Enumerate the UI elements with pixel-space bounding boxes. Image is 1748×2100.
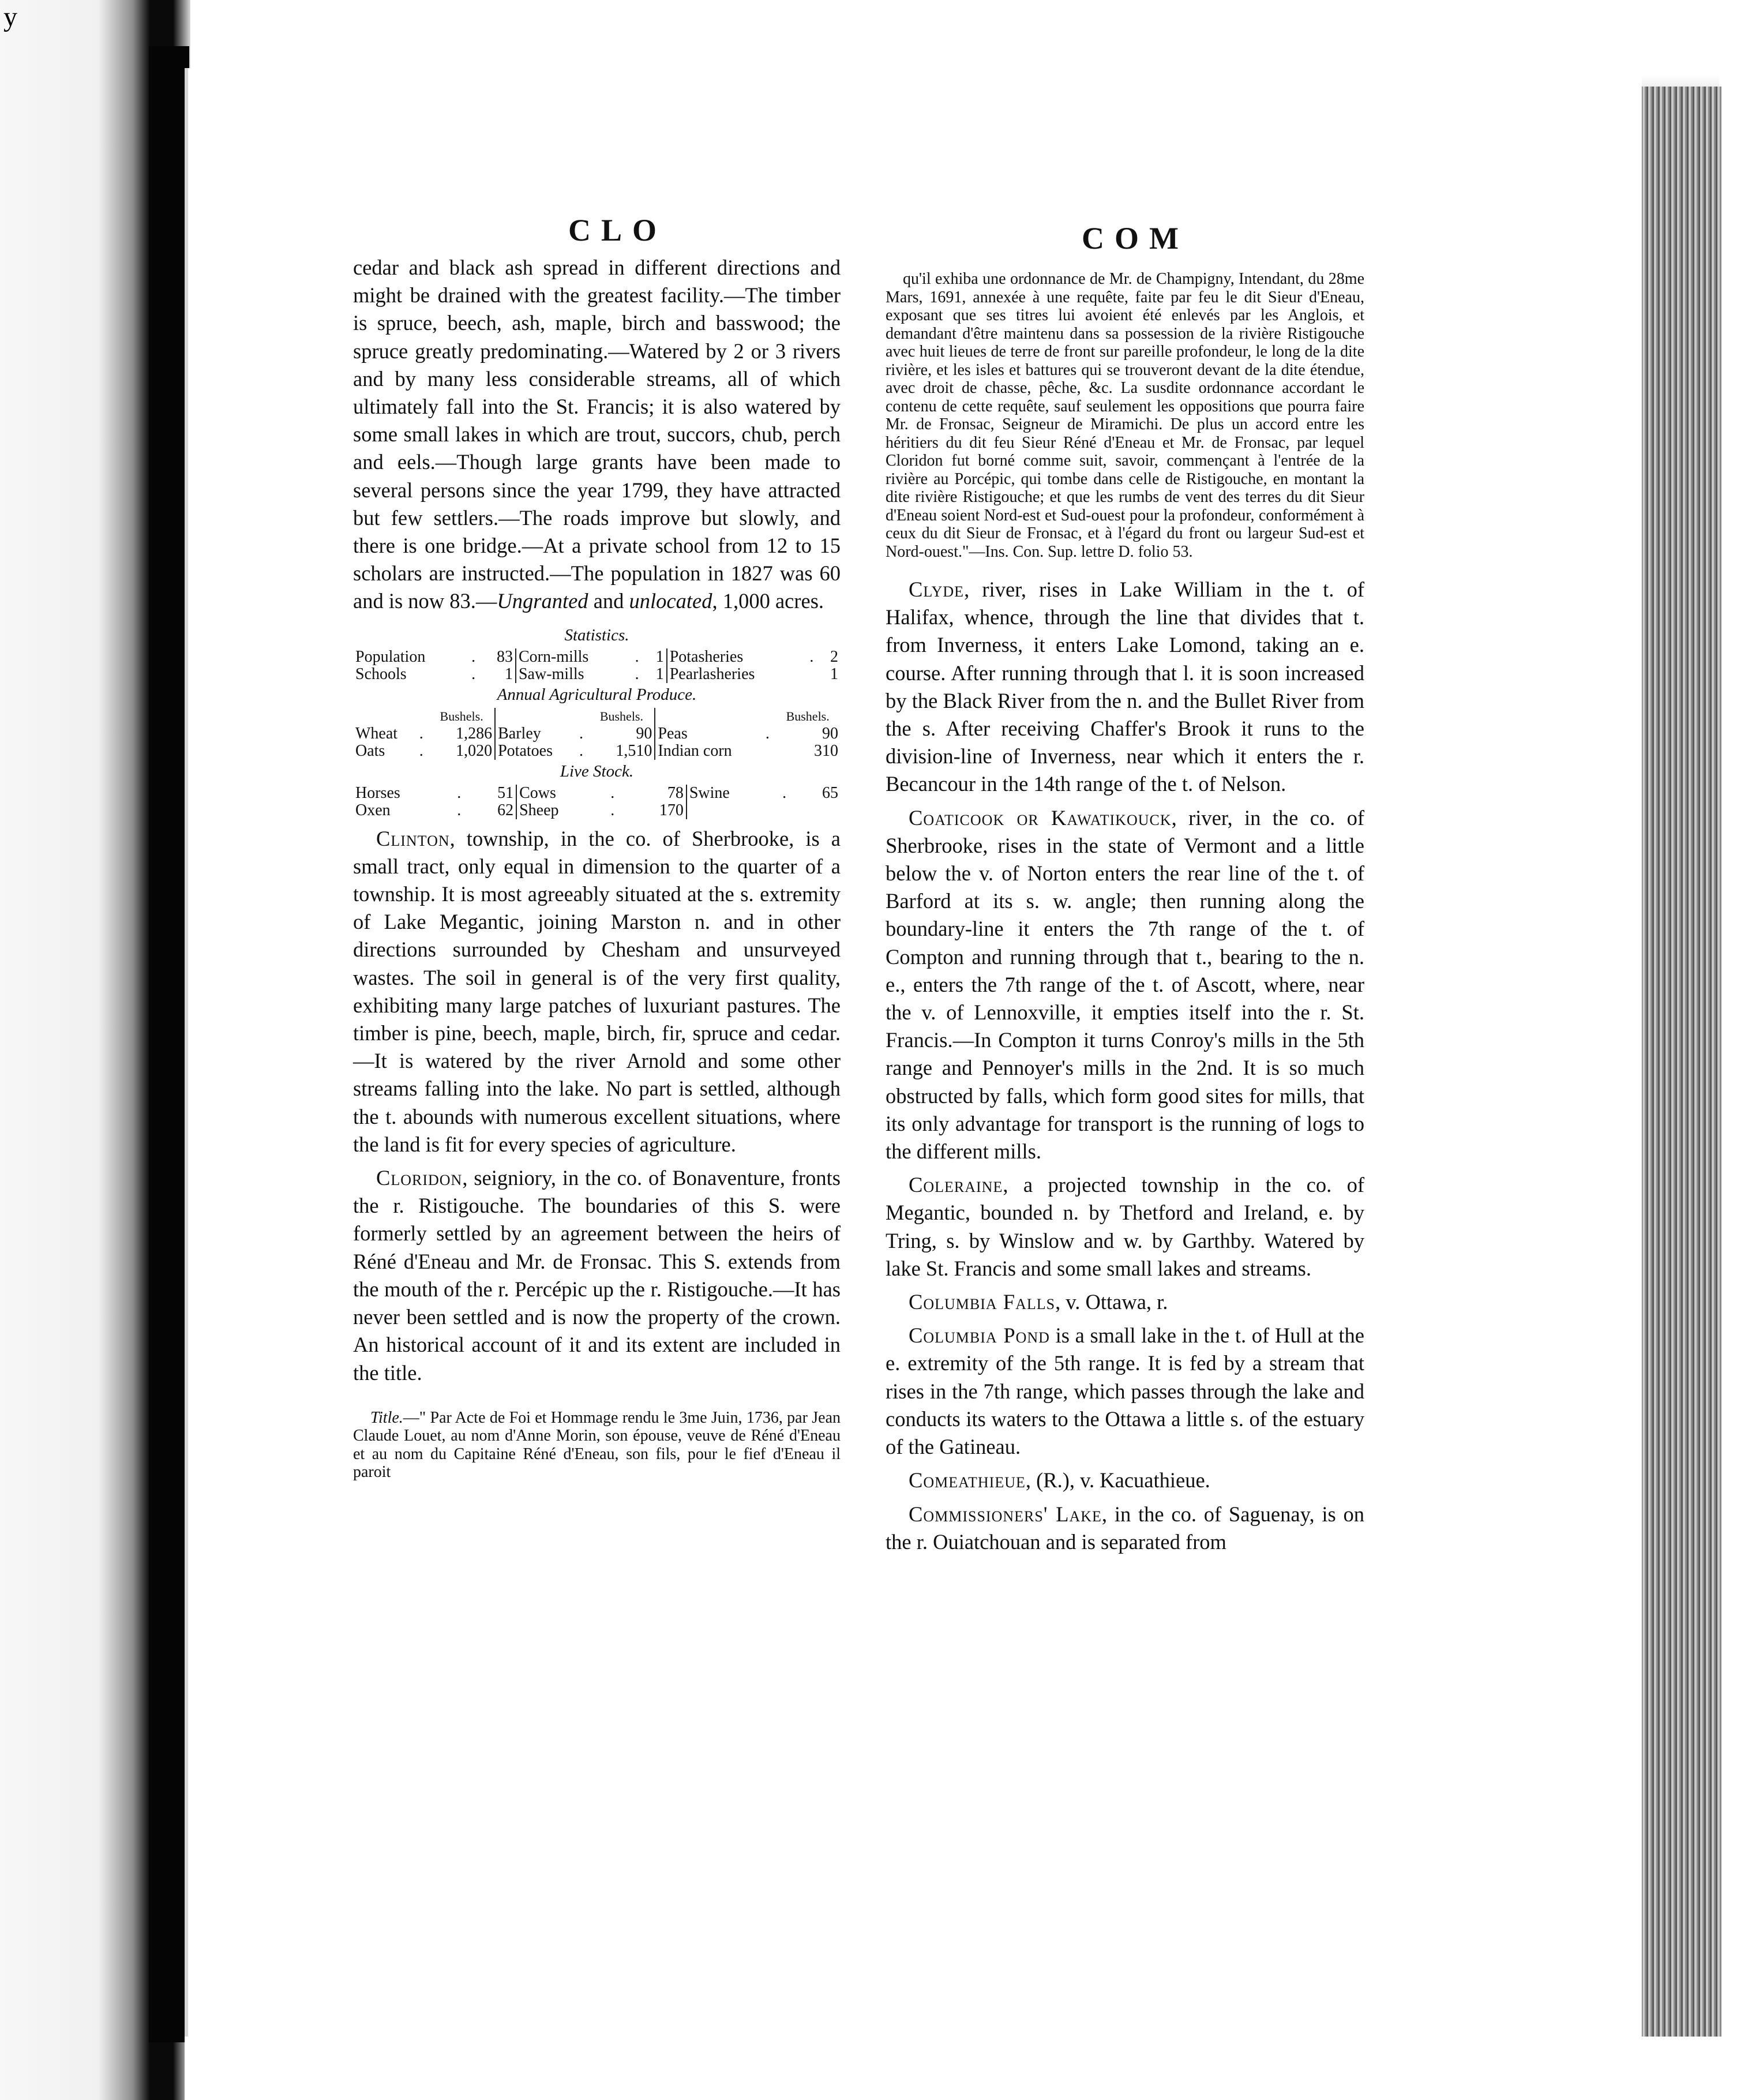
left-column xyxy=(353,254,841,1482)
entry-headword: Commissioners' Lake xyxy=(909,1502,1102,1526)
entry-text: , river, in the co. of Sherbrooke, rises in the state of Vermont and a little below the v. of Norton enters the rear line of the t. of Barford at its s. w. angle; then running along the boundary-line it enters the 7th range of the t. of Compton and running through that t., bearing to the n. e., enters the 7th range of the t. of Ascott, where, near the v. of Lennoxville, it empties itself into the r. St. Francis.—In Compton it turns Conroy's mills in the 5th range and Pennoyer's mills in the 2nd. It is so much obstructed by falls, which form good sites for mills, that its only advantage for transport is the running of logs to the different mills. xyxy=(886,805,1364,1164)
table-cell: 65 xyxy=(822,783,838,802)
table-cell: . xyxy=(457,783,462,802)
entry-clyde xyxy=(886,576,1364,798)
table-cell: Potatoes xyxy=(498,741,553,760)
table-cell: Potasheries xyxy=(669,647,744,666)
table-cell: . xyxy=(457,801,462,819)
entry-text: , river, rises in Lake William in the t. of Halifax, whence, through the line that divides that t. from Inverness, it enters Lake Lomond, taking an e. course. After running through that l. it is soon increased by the Black River from the n. and the Bullet River from the s. After receiving Chaffer's Brook it runs to the division-line of Inverness, near which it enters the r. Becancour in the 14th range of the t. of Nelson. xyxy=(886,578,1364,796)
para-cont-italic-unlocated: unlocated xyxy=(629,589,712,613)
table-cell: . xyxy=(610,783,615,802)
table-row xyxy=(353,785,841,802)
table-cell: 1,020 xyxy=(429,742,495,760)
para-cont-text: cedar and black ash spread in different directions and might be drained with the greatest facility.—The timber is spruce, beech, ash, maple, birch and basswood; the spruce greatly predominating.—Watered by 2 or 3 rivers and by many less considerable streams, all of which ultimately fall into the St. Francis; it is also watered by some small lakes in which are trout, succors, chub, perch and eels.—Though large grants have been made to several persons since the year 1799, they have attracted but few settlers.—The roads improve but slowly, and there is one bridge.—At a private school from 12 to 15 scholars are instructed.—The population in 1827 was 60 and is now 83.— xyxy=(353,256,841,613)
entry-cloridon xyxy=(353,1164,841,1387)
produce-table xyxy=(353,708,841,760)
statistics-block xyxy=(353,626,841,819)
table-cell: Horses xyxy=(355,783,400,802)
table-cell: 1,286 xyxy=(429,725,495,742)
footnote-text: —" Par Acte de Foi et Hommage rendu le 3me Juin, 1736, par Jean Claude Louet, au nom d'Anne Morin, son épouse, veuve de Réné d'Eneau et au nom du Capitaine Réné d'Eneau, son fils, pour le fief d'Eneau il paroit xyxy=(353,1408,841,1482)
table-cell: . xyxy=(610,801,615,819)
entry-text: , township, in the co. of Sherbrooke, is a small tract, only equal in dimension to the quarter of a township. It is most agreeably situated at the s. extremity of Lake Megantic, joining Marston n. and in other directions surrounded by Chesham and unsurveyed wastes. The soil in general is of the very first quality, exhibiting many large patches of luxuriant pastures. The timber is pine, beech, maple, birch, fir, spruce and cedar.—It is watered by the river Arnold and some other streams falling into the lake. No part is settled, although the t. abounds with numerous excellent situations, where the land is fit for every species of agriculture. xyxy=(353,826,841,1156)
table-cell: 170 xyxy=(626,802,687,819)
entry-coleraine xyxy=(886,1171,1364,1282)
table-cell: 90 xyxy=(588,725,655,742)
entry-text: , (R.), v. Kacuathieue. xyxy=(1025,1468,1210,1492)
table-cell xyxy=(798,802,841,819)
table-row xyxy=(353,725,841,742)
unit-label: Bushels. xyxy=(786,708,830,723)
footnote-title xyxy=(353,1409,841,1482)
entry-headword: Cloridon xyxy=(376,1166,463,1190)
table-row xyxy=(353,742,841,760)
entry-columbia-falls xyxy=(886,1288,1364,1316)
table-cell: 83 xyxy=(482,648,516,666)
table-cell: 78 xyxy=(626,785,687,802)
unit-label: Bushels. xyxy=(588,708,655,725)
entry-commissioners-lake xyxy=(886,1501,1364,1556)
table-cell: Saw-mills xyxy=(518,665,584,683)
table-cell: . xyxy=(419,724,423,742)
table-cell xyxy=(807,666,820,683)
entry-headword: Coaticook or Kawatikouck xyxy=(909,805,1172,830)
entry-text: , v. Ottawa, r. xyxy=(1055,1290,1168,1314)
entry-columbia-pond xyxy=(886,1322,1364,1461)
table-cell: Peas xyxy=(658,724,688,742)
entry-clinton xyxy=(353,825,841,1158)
footnote-label: Title. xyxy=(370,1408,403,1427)
entry-headword: Comeathieue xyxy=(909,1468,1026,1492)
para-cont-italic-ungranted: Ungranted xyxy=(497,589,588,613)
table-cell: Wheat xyxy=(355,724,398,742)
livestock-heading: Live Stock. xyxy=(560,762,634,781)
scan-bottom-margin xyxy=(185,2037,1719,2100)
running-head-left: CLO xyxy=(568,213,667,247)
table-cell: 2 xyxy=(830,647,838,666)
table-row xyxy=(353,708,841,725)
table-cell: 1 xyxy=(646,648,667,666)
table-cell: 62 xyxy=(472,802,516,819)
table-cell: . xyxy=(471,647,476,666)
table-cell: . xyxy=(579,741,583,760)
entry-text: , a projected township in the co. of Megantic, bounded n. by Thetford and Ireland, e. by Tring, s. by Winslow and w. by Garthby. Watered by lake St. Francis and some small lakes and streams. xyxy=(886,1173,1364,1280)
para-cont-and: and xyxy=(588,589,629,613)
entry-coaticook xyxy=(886,804,1364,1166)
table-cell: . xyxy=(809,647,814,666)
entry-headword: Coleraine xyxy=(909,1173,1003,1197)
table-cell: Pearlasheries xyxy=(669,665,755,683)
para-cont-end: , 1,000 acres. xyxy=(712,589,824,613)
produce-heading: Annual Agricultural Produce. xyxy=(497,685,697,704)
entry-text: is a small lake in the t. of Hull at the e. extremity of the 5th range. It is fed by a stream that rises in the 7th range, which passes through the lake and conducts its waters to the Ottawa a little s. of the estuary of the Gatineau. xyxy=(886,1323,1364,1459)
statistics-table xyxy=(353,648,841,683)
table-cell: . xyxy=(765,724,770,742)
table-cell: . xyxy=(635,647,639,666)
right-column xyxy=(886,270,1364,1556)
table-cell: Barley xyxy=(498,724,541,742)
table-cell xyxy=(763,742,775,760)
table-cell: 310 xyxy=(814,741,838,760)
table-cell: Oats xyxy=(355,741,385,760)
table-cell: 51 xyxy=(472,785,516,802)
paragraph-continuation xyxy=(353,254,841,616)
table-cell: 1 xyxy=(830,665,838,683)
table-cell: Corn-mills xyxy=(518,647,589,666)
livestock-table xyxy=(353,785,841,819)
book-gutter-shadow xyxy=(149,46,189,2042)
table-cell: . xyxy=(419,741,423,760)
running-head-right: COM xyxy=(1082,221,1189,256)
table-cell: Swine xyxy=(689,783,730,802)
table-cell: Sheep xyxy=(519,801,559,819)
footnote-continuation: qu'il exhiba une ordonnance de Mr. de Champigny, Intendant, du 28me Mars, 1691, annexée à une requête, faite par feu le dit Sieur d'Eneau, exposant que ses titres lui avoient été enlevés par les Anglois, et demandant d'être maintenu dans sa possession de la rivière Ristigouche avec huit lieues de terre de front sur pareille profondeur, le long de la dite rivière, et les isles et battures qui se trouveront devant de la dite étendue, avec droit de chasse, pêche, &c. La susdite ordonnance accordant le contenu de cette requête, sauf seulement les oppositions que pourra faire Mr. de Fronsac, Seigneur de Miramichi. De plus un accord entre les héritiers du dit feu Sieur Réné d'Eneau et Mr. de Fronsac, par lequel Cloridon fut borné comme suit, savoir, commençant à l'entrée de la rivière au Porcépic, qui tombe dans celle de Ristigouche, en montant la dite rivière Ristigouche; et que les rumbs de vent des terres du dit Sieur d'Eneau soient Nord-est et Sud-ouest pour la profondeur, conformément à ceux du dit Sieur de Fronsac, et à l'égard du front ou largeur Sud-est et Nord-ouest."—Ins. Con. Sup. lettre D. folio 53. xyxy=(886,270,1364,561)
table-cell: Indian corn xyxy=(658,741,732,760)
table-cell: Population xyxy=(355,647,426,666)
table-cell: Schools xyxy=(355,665,407,683)
table-cell: 1,510 xyxy=(588,742,655,760)
table-cell xyxy=(780,802,798,819)
entry-comeathieue xyxy=(886,1467,1364,1494)
table-cell: Cows xyxy=(519,783,556,802)
table-cell: 1 xyxy=(482,666,516,683)
statistics-heading: Statistics. xyxy=(564,625,629,644)
table-cell: Oxen xyxy=(355,801,391,819)
table-cell: . xyxy=(782,783,787,802)
entry-headword: Clinton xyxy=(376,826,450,850)
margin-mark: y xyxy=(3,2,17,32)
table-cell: . xyxy=(579,724,583,742)
table-cell: 90 xyxy=(822,724,838,742)
entry-text: , in the co. of Saguenay, is on the r. Ouiatchouan and is separated from xyxy=(886,1502,1364,1554)
entry-headword: Columbia Falls xyxy=(909,1290,1056,1314)
table-cell: . xyxy=(471,665,476,683)
table-row xyxy=(353,648,841,666)
entry-headword: Columbia Pond xyxy=(909,1323,1050,1348)
entry-headword: Clyde xyxy=(909,578,965,601)
table-row xyxy=(353,802,841,819)
table-cell xyxy=(687,802,780,819)
table-row xyxy=(353,666,841,683)
entry-text: , seigniory, in the co. of Bonaventure, fronts the r. Ristigouche. The boundaries of this S. were formerly settled by an agreement between the heirs of Réné d'Eneau and Mr. de Fronsac. This S. extends from the mouth of the r. Percépic up the r. Ristigouche.—It has never been settled and is now the property of the crown. An historical account of it and its extent are included in the title. xyxy=(353,1166,841,1385)
table-cell: 1 xyxy=(646,666,667,683)
table-cell: . xyxy=(635,665,639,683)
unit-label: Bushels. xyxy=(429,708,495,725)
